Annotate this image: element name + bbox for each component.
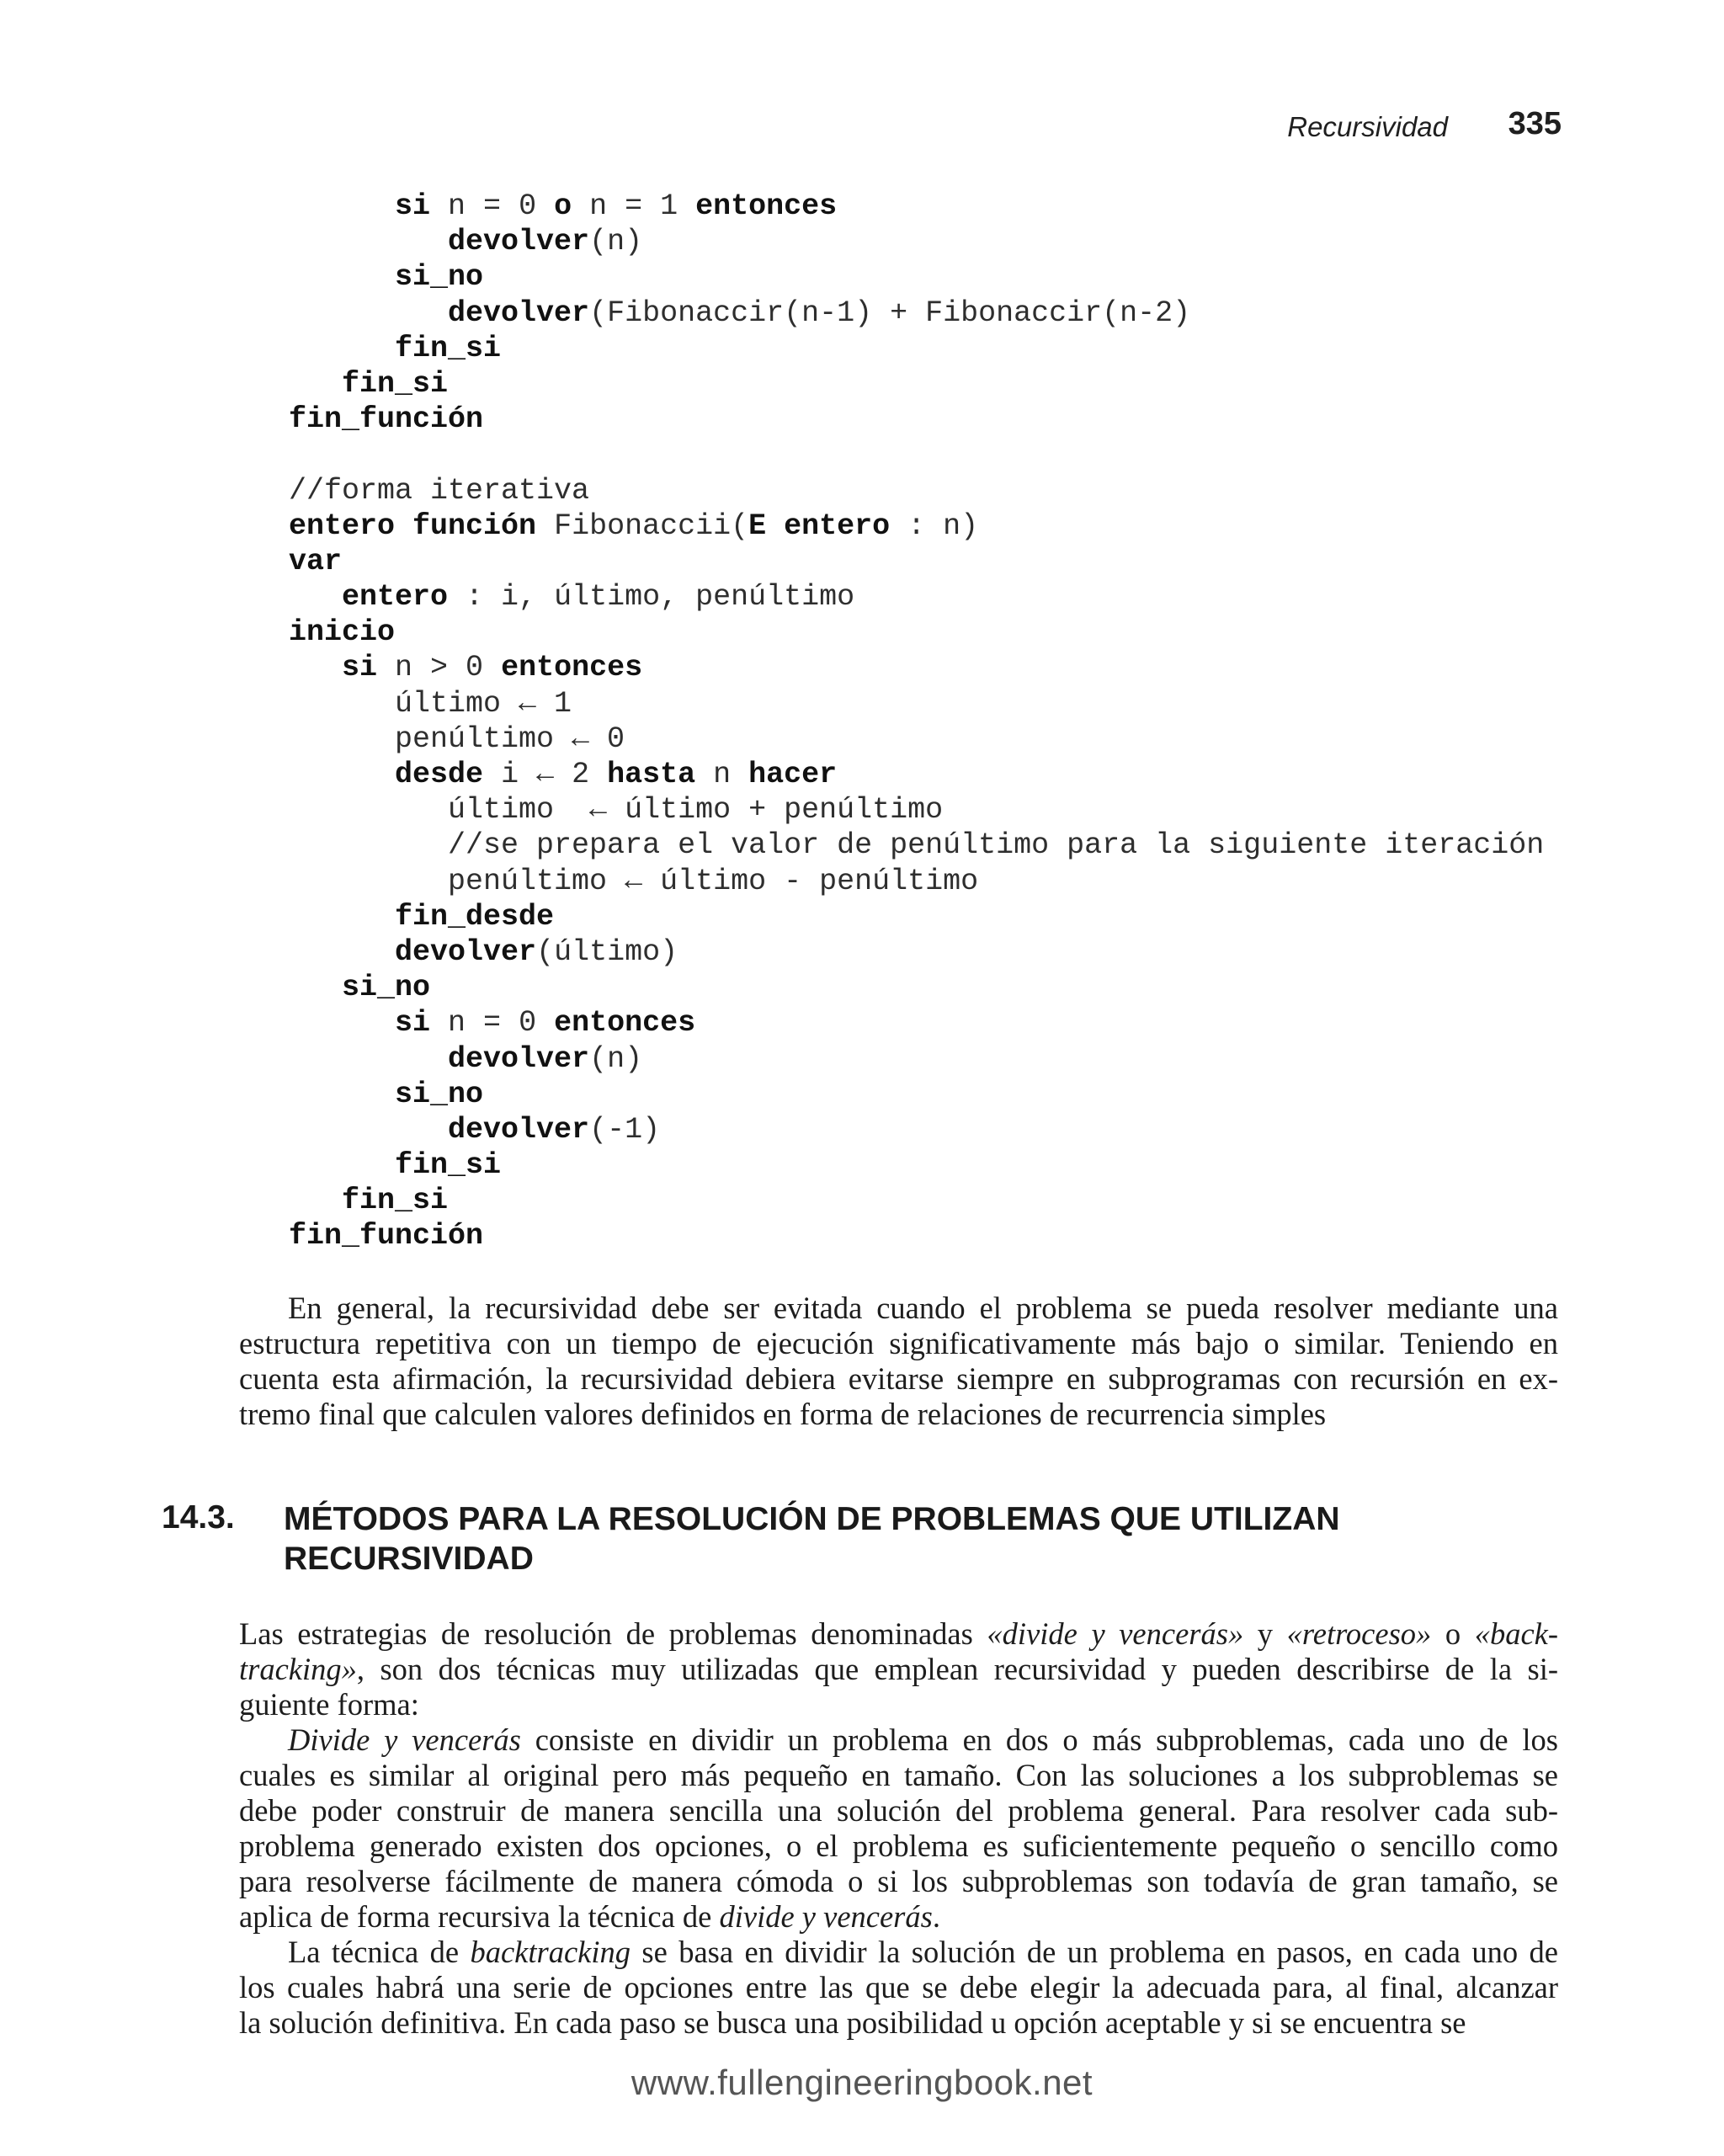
code-keyword: fin_si (342, 366, 449, 401)
code-keyword: fin_desde (395, 899, 555, 934)
code-text: (n) (589, 1041, 643, 1076)
text-line (239, 1864, 1558, 1899)
code-line (289, 473, 1636, 508)
code-text: último ← 1 (289, 686, 572, 721)
code-line (289, 1005, 1636, 1041)
code-line (289, 1147, 1636, 1183)
code-text: //se prepara el valor de penúltimo para la siguiente iteración (289, 828, 1545, 863)
code-text: último ← último + penúltimo (289, 793, 944, 828)
text-run: para resolverse fácilmente de manera cómoda o si los subproblemas son todavía de gran tamaño, se (239, 1864, 1558, 1898)
text-line (239, 1397, 1558, 1432)
code-text: n (695, 758, 749, 791)
code-keyword: si_no (395, 260, 484, 295)
text-line (239, 1970, 1558, 2005)
code-keyword: devolver (448, 225, 590, 259)
italic-term: backtracking (470, 1935, 631, 1969)
code-line (289, 1041, 1636, 1077)
text-line (239, 1722, 1558, 1758)
text-run: los cuales habrá una serie de opciones entre las que se debe elegir la adecuada para, al final, alcanzar (239, 1970, 1558, 2004)
text-line (239, 1935, 1558, 1970)
code-line (289, 650, 1636, 685)
code-text (289, 1078, 395, 1111)
italic-term: Divide y vencerás (288, 1722, 521, 1757)
code-keyword: E entero (748, 508, 891, 543)
text-run: cuales es similar al original pero más pequeño en tamaño. Con las soluciones a los subproblemas se (239, 1758, 1558, 1792)
code-keyword: entero función (289, 508, 537, 543)
italic-term: tracking» (239, 1652, 357, 1686)
code-text: i ← 2 (483, 758, 608, 791)
text-line (239, 1793, 1558, 1829)
code-text: (último) (536, 934, 678, 969)
text-line (239, 1899, 1558, 1935)
text-run: consiste en dividir un problema en dos o más subproblemas, cada uno de los (520, 1722, 1558, 1757)
code-keyword: fin_función (289, 1219, 484, 1254)
text-run: En general, la recursividad debe ser evitada cuando el problema se pueda resolver mediante una (288, 1291, 1558, 1325)
italic-term: «retroceso» (1286, 1616, 1432, 1651)
code-text (289, 260, 395, 294)
section-number: 14.3. (162, 1499, 235, 1536)
code-keyword: devolver (448, 1112, 590, 1147)
code-text (289, 758, 395, 791)
code-text (289, 296, 448, 330)
running-header-title: Recursividad (1287, 111, 1448, 142)
text-line (239, 1616, 1558, 1652)
code-line (289, 1183, 1636, 1218)
code-line (289, 508, 1636, 544)
code-line (289, 828, 1636, 863)
text-run: tremo final que calculen valores definidos en forma de relaciones de recurrencia simples (239, 1397, 1327, 1431)
code-line (289, 544, 1636, 579)
paragraph-strategies-intro (239, 1616, 1558, 1722)
code-line (289, 331, 1636, 366)
code-text (289, 935, 395, 969)
code-text (289, 651, 342, 684)
code-keyword: fin_si (395, 331, 502, 365)
text-run: La técnica de (288, 1935, 471, 1969)
code-listing (289, 189, 1636, 1254)
text-line (239, 1361, 1558, 1397)
code-line (289, 189, 1636, 224)
text-line (239, 1652, 1558, 1687)
text-run: o (1431, 1616, 1475, 1651)
code-keyword: si_no (342, 971, 431, 1005)
italic-term: «divide y vencerás» (987, 1616, 1244, 1651)
code-keyword: desde (395, 758, 484, 791)
text-run: guiente forma: (239, 1687, 419, 1722)
code-line (289, 224, 1636, 259)
code-keyword: devolver (448, 295, 590, 330)
text-run: se basa en dividir la solución de un problema en pasos, en cada uno de (631, 1935, 1558, 1969)
text-run: debe poder construir de manera sencilla una solución del problema general. Para resolver cada sub- (239, 1793, 1558, 1828)
code-text (289, 1006, 395, 1040)
code-line (289, 615, 1636, 650)
code-line (289, 899, 1636, 934)
code-keyword: var (289, 544, 343, 578)
code-text (289, 1113, 448, 1147)
code-text: penúltimo ← 0 (289, 721, 625, 756)
page-number: 335 (1508, 106, 1562, 141)
code-line (289, 579, 1636, 615)
code-keyword: entonces (501, 651, 643, 685)
code-keyword: fin_si (342, 1184, 449, 1218)
code-text: //forma iterativa (289, 473, 590, 508)
code-text: : i, último, penúltimo (448, 580, 855, 615)
code-text: n = 0 (430, 1006, 555, 1041)
code-line (289, 1077, 1636, 1112)
code-text (289, 1148, 395, 1182)
text-run: problema generado existen dos opciones, o el problema es suficientemente pequeño o sencillo como (239, 1829, 1558, 1863)
code-keyword: fin_función (289, 402, 484, 437)
paragraph-recursion-advice (239, 1291, 1558, 1432)
code-keyword: o (554, 189, 572, 223)
text-line (239, 1829, 1558, 1864)
code-keyword: hacer (748, 758, 838, 791)
code-keyword: entonces (695, 189, 838, 223)
code-keyword: si (342, 651, 378, 685)
code-line (289, 757, 1636, 792)
italic-term: divide y vencerás (719, 1899, 933, 1934)
code-line (289, 970, 1636, 1005)
code-keyword: hasta (607, 758, 696, 791)
code-keyword: devolver (448, 1041, 590, 1076)
code-line (289, 1218, 1636, 1254)
text-run: Las estrategias de resolución de problemas denominadas (239, 1616, 987, 1651)
code-text (289, 900, 395, 934)
code-text (289, 1184, 342, 1217)
text-run: la solución definitiva. En cada paso se busca una posibilidad u opción aceptable y si se encuentra se (239, 2005, 1466, 2040)
text-run: , son dos técnicas muy utilizadas que emplean recursividad y pueden describirse de la si- (356, 1652, 1558, 1686)
code-keyword: si_no (395, 1077, 484, 1111)
text-line (239, 1758, 1558, 1793)
text-line (239, 1687, 1558, 1722)
paragraph-backtracking (239, 1935, 1558, 2041)
code-keyword: inicio (289, 615, 396, 650)
code-text: penúltimo ← último - penúltimo (289, 864, 979, 898)
section-title-line-2: RECURSIVIDAD (284, 1541, 534, 1577)
code-text: n = 1 (572, 189, 696, 223)
code-text: n = 0 (430, 189, 555, 223)
text-run: estructura repetitiva con un tiempo de ejecución significativamente más bajo o similar. Teniendo en (239, 1326, 1558, 1360)
code-line (289, 259, 1636, 295)
text-line (239, 1326, 1558, 1361)
code-text: (-1) (589, 1112, 661, 1147)
code-line (289, 934, 1636, 970)
code-text (289, 971, 342, 1004)
text-line (239, 2005, 1558, 2041)
text-run: aplica de forma recursiva la técnica de (239, 1899, 720, 1934)
text-run: . (932, 1899, 940, 1934)
code-line (289, 792, 1636, 828)
paragraph-divide-and-conquer (239, 1722, 1558, 1935)
code-keyword: entonces (554, 1006, 696, 1041)
code-line (289, 686, 1636, 721)
code-line (289, 366, 1636, 402)
italic-term: «back- (1474, 1616, 1559, 1651)
code-line (289, 402, 1636, 437)
watermark-url: www.fullengineeringbook.net (631, 2063, 1093, 2102)
code-text (289, 580, 342, 614)
code-line (289, 295, 1636, 331)
code-line (289, 437, 1636, 472)
code-line (289, 1112, 1636, 1147)
code-text: (Fibonaccir(n-1) + Fibonaccir(n-2) (589, 295, 1191, 330)
code-text: : n) (890, 508, 979, 543)
text-run: cuenta esta afirmación, la recursividad debiera evitarse siempre en subprogramas con recursión en ex- (239, 1361, 1558, 1396)
section-title-line-1: MÉTODOS PARA LA RESOLUCIÓN DE PROBLEMAS QUE UTILIZAN (284, 1501, 1340, 1537)
code-keyword: entero (342, 580, 449, 615)
code-text (289, 1042, 448, 1076)
text-line (239, 1291, 1558, 1326)
code-keyword: fin_si (395, 1148, 502, 1183)
code-keyword: si (395, 1006, 431, 1041)
code-line (289, 721, 1636, 757)
section-title (284, 1499, 1546, 1578)
code-text: Fibonaccii( (536, 508, 749, 543)
code-line (289, 864, 1636, 899)
code-text: n > 0 (377, 651, 502, 685)
text-run: y (1243, 1616, 1287, 1651)
code-text (289, 332, 395, 365)
code-keyword: devolver (395, 934, 537, 969)
code-text (289, 225, 448, 258)
code-text (289, 189, 395, 223)
code-keyword: si (395, 189, 431, 223)
code-text: (n) (589, 225, 643, 259)
code-text (289, 367, 342, 401)
